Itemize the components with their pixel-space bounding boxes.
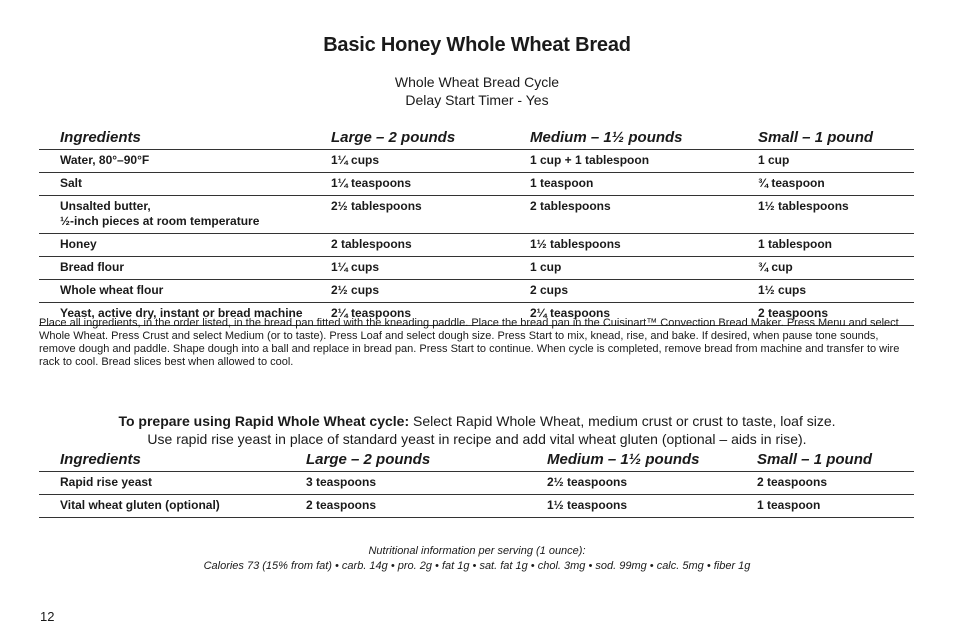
medium-amount-cell: 1½ teaspoons [547, 495, 757, 518]
rapid-cycle-line2: Use rapid rise yeast in place of standard yeast in recipe and add vital wheat gluten (optional – aids in rise). [147, 431, 807, 447]
small-amount-cell: 1 tablespoon [758, 234, 914, 257]
large-amount-cell: 1¼ cups [331, 150, 530, 173]
nutrition-info [0, 544, 954, 574]
rapid-cycle-lead: To prepare using Rapid Whole Wheat cycle: [118, 413, 410, 429]
ingredient-cell: Vital wheat gluten (optional) [39, 495, 306, 518]
nutrition-details: Calories 73 (15% from fat) • carb. 14g • pro. 2g • fat 1g • sat. fat 1g • chol. 3mg • sod. 99mg • calc. 5mg • fiber 1g [203, 560, 751, 572]
large-amount-cell: 1¼ teaspoons [331, 173, 530, 196]
table-row [39, 472, 914, 495]
large-amount-cell: 3 teaspoons [306, 472, 547, 495]
large-amount-cell: 2 tablespoons [331, 234, 530, 257]
small-amount-cell: 1 cup [758, 150, 914, 173]
table-row [39, 150, 914, 173]
large-amount-cell: 1¼ cups [331, 257, 530, 280]
ingredient-name: Unsalted butter, [60, 199, 151, 213]
table-row [39, 495, 914, 518]
ingredient-cell: Yeast, active dry, instant or bread machine [39, 303, 331, 326]
column-header: Medium – 1½ pounds [547, 448, 757, 472]
small-amount-cell: 1½ cups [758, 280, 914, 303]
recipe-title: Basic Honey Whole Wheat Bread [323, 34, 631, 56]
small-amount-cell: ¾ teaspoon [758, 173, 914, 196]
small-amount-cell: ¾ cup [758, 257, 914, 280]
medium-amount-cell: 2 tablespoons [530, 196, 758, 234]
cycle-subtitle: Whole Wheat Bread Cycle [394, 74, 560, 90]
page-number: 12 [40, 609, 55, 624]
small-amount-cell: 1 teaspoon [757, 495, 914, 518]
instructions-paragraph: Place all ingredients, in the order listed, in the bread pan fitted with the kneading paddle. Place the bread pan in the Cuisinart™ Convection Bread Maker. Press Menu and select Whole Wheat. Press Crust and select Medium (or to taste). Press Loaf and select dough size. Press Start to mix, knead, rise, and bake. If desired, when pause tone sounds, remove dough and paddle. Shape dough into a ball and replace in bread pan. Press Start to continue. When cycle is completed, remove bread from machine and transfer to wire rack to cool. Bread slices best when allowed to cool. [39, 317, 900, 368]
table-row [39, 280, 914, 303]
ingredient-cell: Salt [39, 173, 331, 196]
large-amount-cell: 2½ tablespoons [331, 196, 530, 234]
column-header: Medium – 1½ pounds [530, 126, 758, 150]
rapid-ingredients-table [39, 448, 914, 518]
large-amount-cell: 2¼ teaspoons [331, 303, 530, 326]
ingredient-cell: Water, 80°–90°F [39, 150, 331, 173]
medium-amount-cell: 1½ tablespoons [530, 234, 758, 257]
medium-amount-cell: 1 teaspoon [530, 173, 758, 196]
ingredient-cell: Rapid rise yeast [39, 472, 306, 495]
medium-amount-cell: 1 cup + 1 tablespoon [530, 150, 758, 173]
ingredient-cell: Bread flour [39, 257, 331, 280]
ingredients-table [39, 126, 914, 326]
column-header: Small – 1 pound [757, 448, 914, 472]
column-header: Large – 2 pounds [331, 126, 530, 150]
medium-amount-cell: 2 cups [530, 280, 758, 303]
rapid-cycle-note [0, 412, 954, 448]
large-amount-cell: 2½ cups [331, 280, 530, 303]
table-row [39, 234, 914, 257]
table-header-row [39, 448, 914, 472]
table-header-row [39, 126, 914, 150]
nutrition-heading: Nutritional information per serving (1 ounce): [368, 545, 586, 557]
small-amount-cell: 2 teaspoons [757, 472, 914, 495]
ingredient-note: ½-inch pieces at room temperature [60, 214, 260, 228]
large-amount-cell: 2 teaspoons [306, 495, 547, 518]
table-row [39, 196, 914, 234]
table-row [39, 257, 914, 280]
medium-amount-cell: 1 cup [530, 257, 758, 280]
column-header: Ingredients [39, 448, 306, 472]
medium-amount-cell: 2½ teaspoons [547, 472, 757, 495]
delay-timer-subtitle: Delay Start Timer - Yes [405, 92, 549, 108]
ingredient-cell: Honey [39, 234, 331, 257]
column-header: Large – 2 pounds [306, 448, 547, 472]
ingredient-cell [39, 196, 331, 234]
table-row [39, 173, 914, 196]
ingredient-cell: Whole wheat flour [39, 280, 331, 303]
column-header: Small – 1 pound [758, 126, 914, 150]
small-amount-cell: 1½ tablespoons [758, 196, 914, 234]
medium-amount-cell: 2¼ teaspoons [530, 303, 758, 326]
column-header: Ingredients [39, 126, 331, 150]
small-amount-cell: 2 teaspoons [758, 303, 914, 326]
rapid-cycle-text: Select Rapid Whole Wheat, medium crust or crust to taste, loaf size. [413, 413, 836, 429]
